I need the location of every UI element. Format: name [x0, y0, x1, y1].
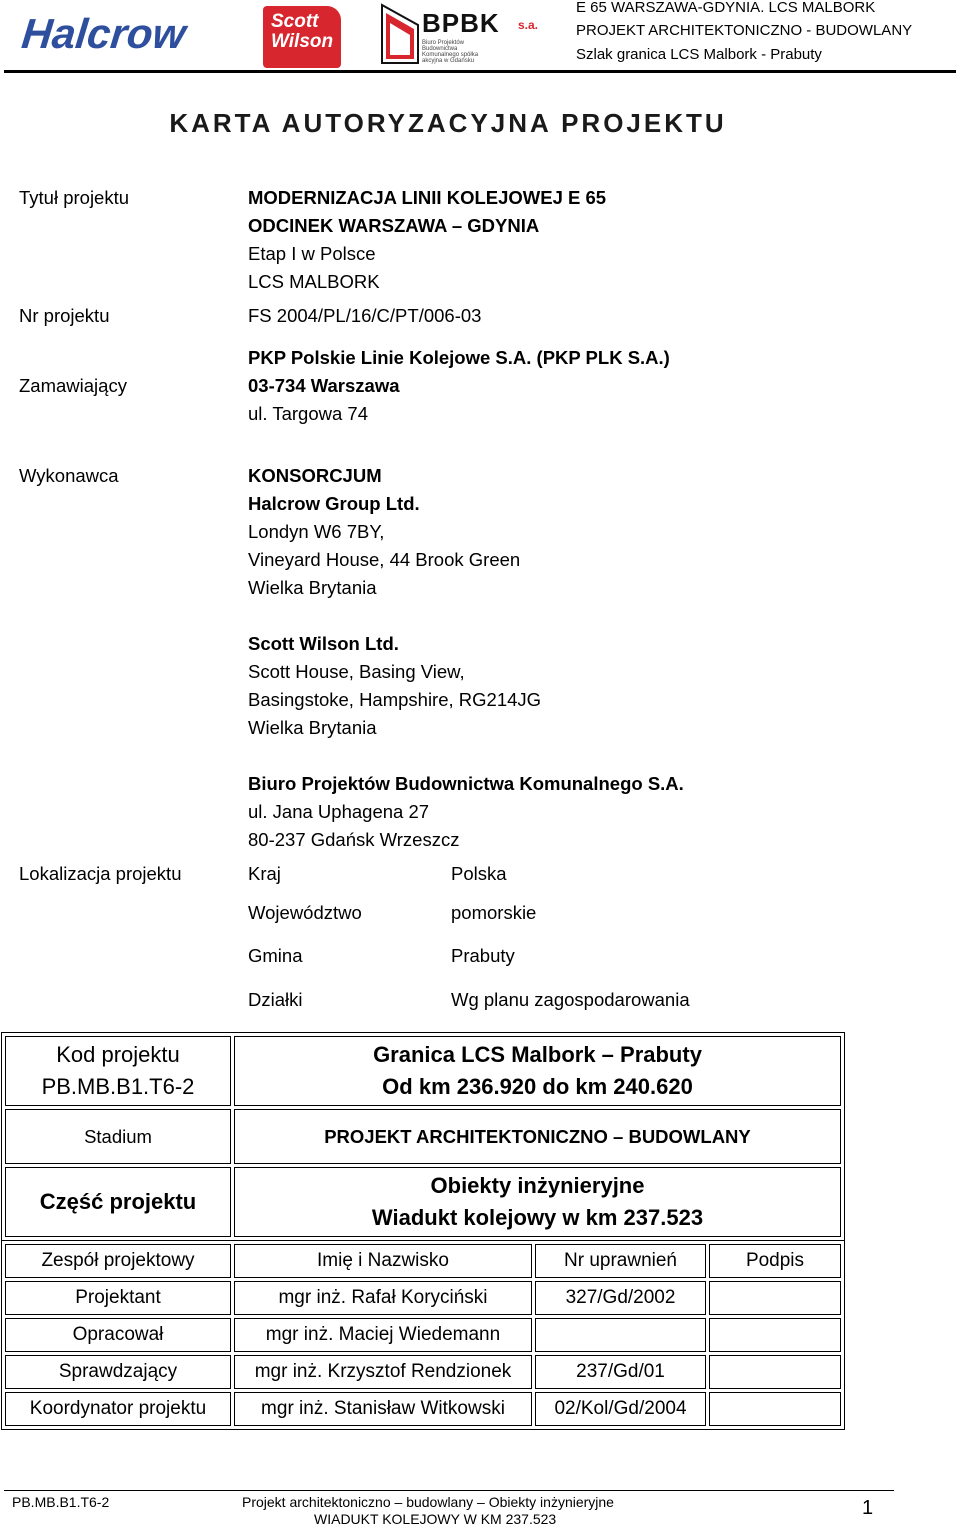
tytul-label: Tytuł projektu: [19, 187, 130, 208]
czesc-projektu-label: Część projektu: [5, 1167, 231, 1237]
table-row: [5, 1355, 841, 1389]
wykonawca-label: Wykonawca: [19, 465, 119, 486]
tytul-line-2: ODCINEK WARSZAWA – GDYNIA: [248, 215, 540, 236]
nr-projektu-value: FS 2004/PL/16/C/PT/006-03: [248, 305, 482, 326]
tytul-line-1: MODERNIZACJA LINII KOLEJOWEJ E 65: [248, 187, 607, 208]
team-signature: [709, 1281, 841, 1315]
halcrow-logo: Halcrow: [19, 10, 188, 57]
team-header-nr: Nr uprawnień: [535, 1244, 706, 1278]
header-line-1: E 65 WARSZAWA-GDYNIA. LCS MALBORK: [576, 0, 876, 16]
zamawiajacy-line-3: ul. Targowa 74: [248, 403, 368, 424]
team-signature: [709, 1392, 841, 1426]
stadium-label: Stadium: [5, 1109, 231, 1164]
czesc-projektu-line-2: Wiadukt kolejowy w km 237.523: [371, 1205, 704, 1230]
halcrow-address-2: Vineyard House, 44 Brook Green: [248, 549, 521, 570]
granica-line-1: Granica LCS Malbork – Prabuty: [373, 1042, 702, 1067]
table-row: [5, 1281, 841, 1315]
team-name: mgr inż. Stanisław Witkowski: [234, 1392, 532, 1426]
footer-divider: [4, 1490, 894, 1491]
table-row: [5, 1392, 841, 1426]
team-signature: [709, 1318, 841, 1352]
header-line-3: Szlak granica LCS Malbork - Prabuty: [576, 46, 822, 63]
lokalizacja-label: Lokalizacja projektu: [19, 863, 182, 884]
wykonawca-konsorcjum: KONSORCJUM: [248, 465, 382, 486]
scott-wilson-name: Scott Wilson Ltd.: [248, 633, 399, 654]
team-signature: [709, 1355, 841, 1389]
team-role: Sprawdzający: [5, 1355, 231, 1389]
team-license: [535, 1318, 706, 1352]
header-divider: [4, 70, 956, 73]
team-name: mgr inż. Krzysztof Rendzionek: [234, 1355, 532, 1389]
team-role: Koordynator projektu: [5, 1392, 231, 1426]
zamawiajacy-line-1: PKP Polskie Linie Kolejowe S.A. (PKP PLK S.A.): [248, 347, 670, 368]
bpbk-logo-mark-icon: [380, 3, 420, 65]
page-number: 1: [862, 1497, 874, 1519]
scott-wilson-address-1: Scott House, Basing View,: [248, 661, 465, 682]
bpbk-logo-caption: Biuro Projektów Budownictwa Komunalnego spółka akcyjna w Gdańsku: [422, 40, 479, 64]
wojewodztwo-value: pomorskie: [451, 902, 537, 923]
page-title: KARTA AUTORYZACYJNA PROJEKTU: [169, 108, 727, 138]
team-name: mgr inż. Rafał Koryciński: [234, 1281, 532, 1315]
nr-projektu-label: Nr projektu: [19, 305, 110, 326]
team-role: Opracował: [5, 1318, 231, 1352]
gmina-value: Prabuty: [451, 945, 515, 966]
scott-wilson-address-2: Basingstoke, Hampshire, RG214JG: [248, 689, 542, 710]
team-header-podpis: Podpis: [709, 1244, 841, 1278]
bpbk-address-2: 80-237 Gdańsk Wrzeszcz: [248, 829, 460, 850]
footer-line-2: WIADUKT KOLEJOWY W KM 237.523: [314, 1511, 557, 1527]
tytul-line-4: LCS MALBORK: [248, 271, 380, 292]
footer-line-1: Projekt architektoniczno – budowlany – Obiekty inżynieryjne: [242, 1494, 614, 1510]
granica-cell: [234, 1036, 841, 1106]
scott-wilson-logo-line1: Scott: [271, 11, 319, 32]
zamawiajacy-line-2: 03-734 Warszawa: [248, 375, 400, 396]
scott-wilson-logo: [263, 6, 341, 68]
stadium-value: PROJEKT ARCHITEKTONICZNO – BUDOWLANY: [234, 1109, 841, 1164]
gmina-label: Gmina: [248, 945, 303, 966]
granica-line-2: Od km 236.920 do km 240.620: [382, 1074, 693, 1099]
bpbk-logo-suffix: s.a.: [518, 18, 539, 32]
czesc-projektu-line-1: Obiekty inżynieryjne: [430, 1173, 645, 1198]
bpbk-logo: BPBK: [422, 8, 500, 38]
team-license: 02/Kol/Gd/2004: [535, 1392, 706, 1426]
kod-projektu-value: PB.MB.B1.T6-2: [41, 1074, 195, 1099]
wojewodztwo-label: Województwo: [248, 902, 362, 923]
dzialki-label: Działki: [248, 989, 303, 1010]
scott-wilson-address-3: Wielka Brytania: [248, 717, 377, 738]
kraj-value: Polska: [451, 863, 507, 884]
bpbk-name: Biuro Projektów Budownictwa Komunalnego S.A.: [248, 773, 684, 794]
halcrow-address-3: Wielka Brytania: [248, 577, 377, 598]
header-line-2: PROJEKT ARCHITEKTONICZNO - BUDOWLANY: [576, 22, 913, 39]
team-license: 237/Gd/01: [535, 1355, 706, 1389]
czesc-projektu-cell: [234, 1167, 841, 1237]
table-row: [5, 1318, 841, 1352]
team-header-zespol: Zespół projektowy: [5, 1244, 231, 1278]
bpbk-address-1: ul. Jana Uphagena 27: [248, 801, 430, 822]
kod-projektu-cell: [5, 1036, 231, 1106]
halcrow-name: Halcrow Group Ltd.: [248, 493, 420, 514]
team-name: mgr inż. Maciej Wiedemann: [234, 1318, 532, 1352]
halcrow-address-1: Londyn W6 7BY,: [248, 521, 385, 542]
team-table: [1, 1241, 845, 1430]
project-code-table: [1, 1032, 845, 1241]
dzialki-value: Wg planu zagospodarowania: [451, 989, 690, 1010]
tytul-line-3: Etap I w Polsce: [248, 243, 376, 264]
team-role: Projektant: [5, 1281, 231, 1315]
zamawiajacy-label: Zamawiający: [19, 375, 127, 396]
footer-code: PB.MB.B1.T6-2: [12, 1494, 110, 1510]
kod-projektu-label: Kod projektu: [56, 1042, 180, 1067]
kraj-label: Kraj: [248, 863, 281, 884]
scott-wilson-logo-line2: Wilson: [271, 31, 334, 52]
team-license: 327/Gd/2002: [535, 1281, 706, 1315]
team-header-imie: Imię i Nazwisko: [234, 1244, 532, 1278]
